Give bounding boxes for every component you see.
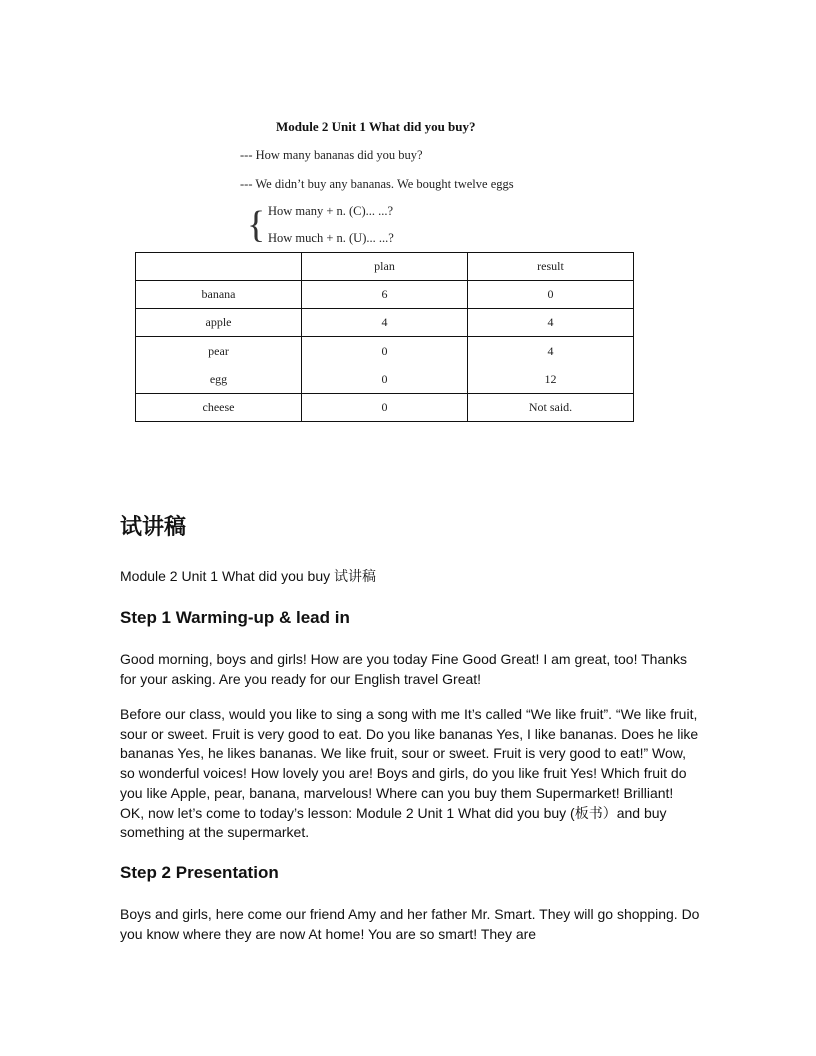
table-header-cell: plan (302, 253, 468, 281)
table-row (136, 281, 634, 309)
table-cell-line: 0 (381, 372, 388, 386)
pattern-countable: How many + n. (C)... ...? (268, 204, 394, 218)
table-cell: Not said. (468, 394, 634, 422)
board-title: Module 2 Unit 1 What did you buy? (276, 119, 476, 134)
step1-heading: Step 1 Warming-up & lead in (120, 608, 350, 627)
table-cell: banana (136, 281, 302, 309)
step2-paragraph-1: Boys and girls, here come our friend Amy and her father Mr. Smart. They will go shopping. Do you know where they are now At home! You are so smart! They are (120, 906, 700, 942)
table-cell (136, 337, 302, 394)
dialogue-answer: --- We didn’t buy any bananas. We bought twelve eggs (240, 177, 514, 191)
table-cell-line: 12 (544, 372, 557, 386)
table-cell-line: 4 (547, 344, 554, 358)
table-cell (302, 337, 468, 394)
shopping-table (135, 252, 634, 422)
page-heading: 试讲稿 (120, 515, 187, 540)
table-cell-line: egg (209, 372, 228, 386)
document-subtitle: Module 2 Unit 1 What did you buy 试讲稿 (120, 568, 377, 584)
table-row (136, 394, 634, 422)
step1-paragraph-2: Before our class, would you like to sing a song with me It’s called “We like fruit”. “We like fruit, sour or sweet. Fruit is very good to eat. Do you like bananas Yes, I like bananas. Does he like bananas Yes, he likes bananas. We like fruit, sour or sweet. Fruit is very good to eat!” Wow, so wonderful voices! How lovely you are! Boys and girls, do you like fruit Yes! Which fruit do you like Apple, pear, banana, marvelous! Where can you buy them Supermarket! Brilliant! OK, now let’s come to today’s lesson: Module 2 Unit 1 What did you buy (板书）and buy something at the supermarket. (120, 706, 699, 841)
brace-symbol: { (247, 204, 266, 246)
table-cell: 4 (302, 309, 468, 337)
table-cell: apple (136, 309, 302, 337)
table-cell-line: 0 (381, 344, 388, 358)
table-cell: 0 (302, 394, 468, 422)
table-cell: cheese (136, 394, 302, 422)
table-cell-line: pear (208, 344, 229, 358)
table-row (136, 309, 634, 337)
dialogue-question: --- How many bananas did you buy? (240, 148, 423, 162)
step2-heading: Step 2 Presentation (120, 863, 279, 882)
table-header-cell (136, 253, 302, 281)
pattern-uncountable: How much + n. (U)... ...? (268, 231, 394, 245)
table-header-cell: result (468, 253, 634, 281)
table-header-row (136, 253, 634, 281)
table-cell: 6 (302, 281, 468, 309)
step1-paragraph-1: Good morning, boys and girls! How are you today Fine Good Great! I am great, too! Thanks for your asking. Are you ready for our English travel Great! (120, 651, 688, 687)
table-cell: 0 (468, 281, 634, 309)
table-cell: 4 (468, 309, 634, 337)
table-row-merged (136, 337, 634, 394)
table-cell (468, 337, 634, 394)
